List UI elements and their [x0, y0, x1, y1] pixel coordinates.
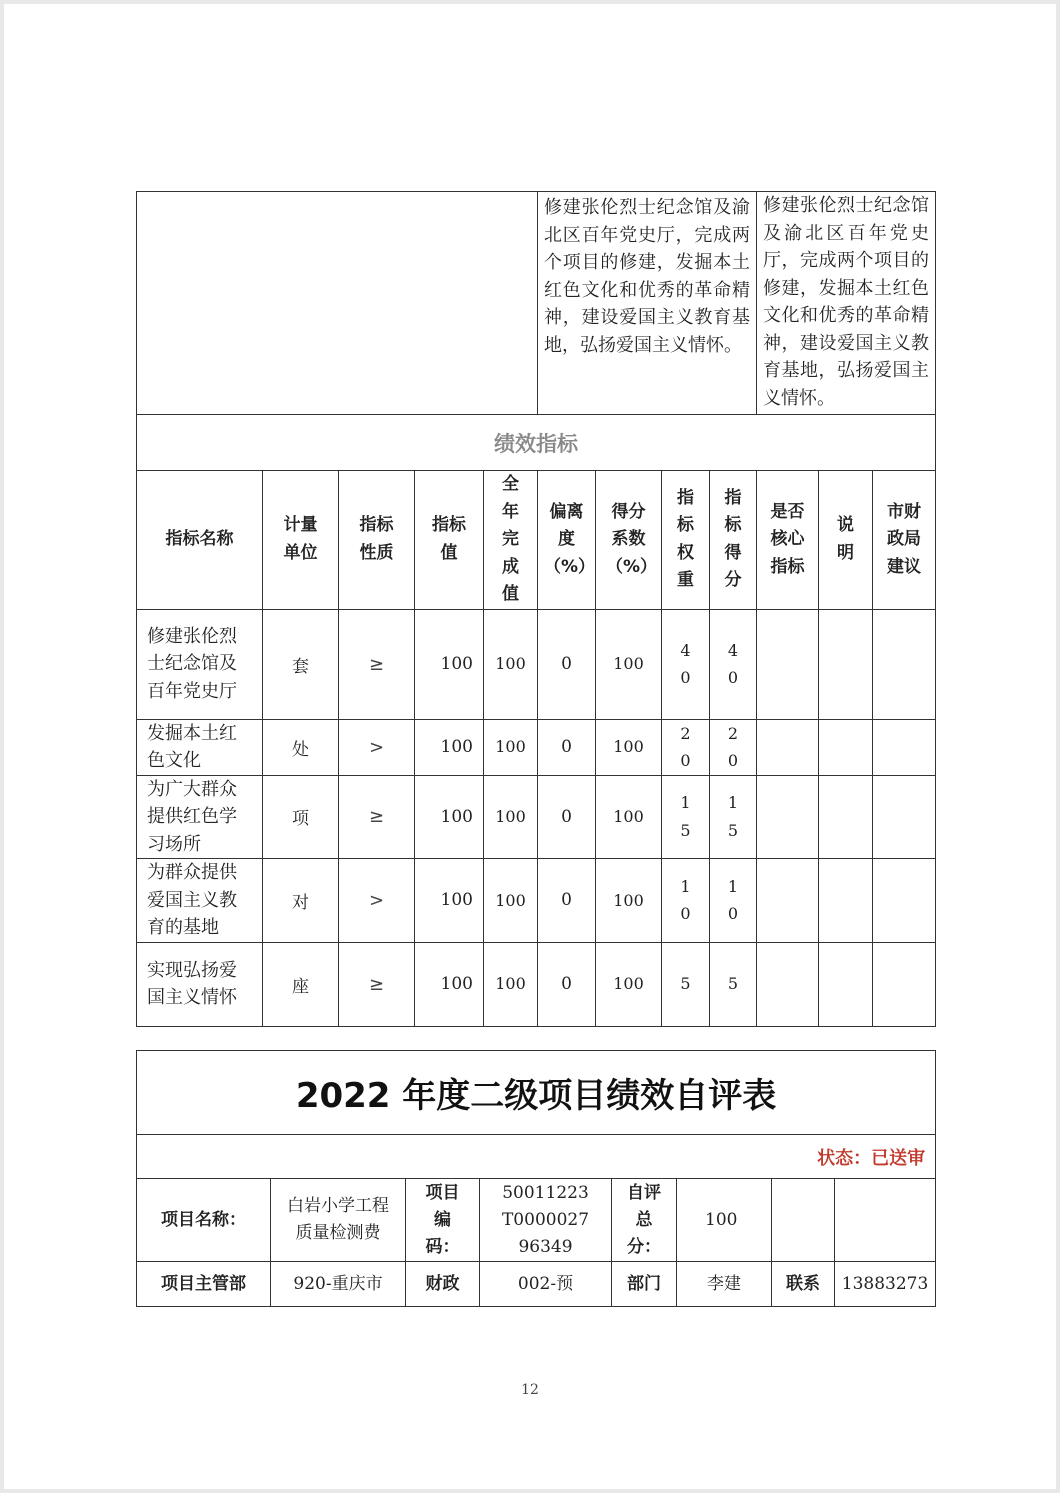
indicator-nature: >: [339, 719, 415, 775]
form-title: 2022 年度二级项目绩效自评表: [137, 1051, 936, 1135]
score-coef: 100: [613, 974, 644, 994]
header-name: 指标名称: [137, 471, 263, 610]
indicator-value: 100: [415, 719, 484, 775]
advice-cell: [873, 775, 936, 859]
indicator-value: 100: [415, 609, 484, 719]
contact-person: 李建: [677, 1262, 772, 1307]
table-row: [137, 719, 936, 775]
header-deviation: 偏离度（%）: [538, 471, 596, 610]
table-row: [137, 775, 936, 859]
indicator-unit: 座: [263, 942, 339, 1026]
completed-value: 100: [495, 737, 526, 757]
self-score: 100: [677, 1179, 772, 1262]
weight-value: 15: [680, 793, 691, 840]
section-label: 部门: [612, 1262, 677, 1307]
header-unit: 计量单位: [263, 471, 339, 610]
weight-value: 40: [680, 640, 691, 687]
header-row: [137, 471, 936, 610]
table-row: [137, 859, 936, 943]
deviation-value: 0: [538, 942, 596, 1026]
blank-cell-2: [835, 1179, 936, 1262]
note-cell: [819, 775, 873, 859]
page-number: 12: [521, 1382, 539, 1398]
indicator-name: 发掘本土红色文化: [137, 719, 263, 775]
indicator-unit: 项: [263, 775, 339, 859]
deviation-value: 0: [538, 719, 596, 775]
score-coef: 100: [613, 807, 644, 826]
header-completed: 全年完成值: [484, 471, 538, 610]
note-cell: [819, 859, 873, 943]
indicator-nature: ≥: [339, 775, 415, 859]
advice-cell: [873, 609, 936, 719]
header-core: 是否核心指标: [757, 471, 819, 610]
core-cell: [757, 775, 819, 859]
core-cell: [757, 859, 819, 943]
document-page: [4, 4, 1056, 1489]
completed-value: 100: [495, 654, 526, 674]
header-value: 指标值: [415, 471, 484, 610]
score-coef: 100: [613, 737, 644, 757]
score-value: 5: [727, 974, 739, 994]
note-cell: [819, 942, 873, 1026]
score-value: 10: [727, 876, 739, 924]
indicator-nature: ≥: [339, 942, 415, 1026]
header-weight: 指标权重: [662, 471, 710, 610]
deviation-value: 0: [538, 775, 596, 859]
indicator-name: 为群众提供爱国主义教育的基地: [137, 859, 263, 943]
note-cell: [819, 719, 873, 775]
completed-value: 100: [495, 807, 526, 826]
indicator-name: 实现弘扬爱国主义情怀: [137, 942, 263, 1026]
goal-row: [137, 192, 936, 415]
note-cell: [819, 609, 873, 719]
table-row: [137, 942, 936, 1026]
completed-value: 100: [495, 974, 526, 994]
indicator-value: 100: [415, 942, 484, 1026]
deviation-value: 0: [538, 609, 596, 719]
indicator-unit: 套: [263, 609, 339, 719]
score-coef: 100: [613, 890, 644, 910]
advice-cell: [873, 719, 936, 775]
project-name-label: 项目名称：: [137, 1179, 271, 1262]
weight-value: 5: [680, 974, 691, 994]
finance-value: 002-预: [480, 1262, 612, 1307]
deviation-value: 0: [538, 859, 596, 943]
header-advice: 市财政局建议: [873, 471, 936, 610]
weight-value: 10: [680, 876, 691, 924]
indicator-nature: ≥: [339, 609, 415, 719]
header-nature: 指标性质: [339, 471, 415, 610]
contact-label: 联系: [772, 1262, 835, 1307]
blank-cell-1: [772, 1179, 835, 1262]
advice-cell: [873, 859, 936, 943]
core-cell: [757, 609, 819, 719]
project-name: 白岩小学工程质量检测费: [271, 1179, 406, 1262]
completed-value: 100: [495, 890, 526, 910]
score-value: 20: [727, 723, 739, 770]
header-note: 说明: [819, 471, 873, 610]
indicator-name: 为广大群众提供红色学习场所: [137, 775, 263, 859]
project-code: 50011223T000002796349: [480, 1179, 612, 1262]
indicator-nature: >: [339, 859, 415, 943]
indicator-value: 100: [415, 859, 484, 943]
finance-label: 财政: [406, 1262, 480, 1307]
project-code-label: 项目编码：: [406, 1179, 480, 1262]
self-score-label: 自评总分：: [612, 1179, 677, 1262]
indicator-unit: 对: [263, 859, 339, 943]
core-cell: [757, 719, 819, 775]
status-text: 状态：已送审: [137, 1135, 936, 1179]
score-value: 15: [727, 793, 739, 840]
actual-text: 修建张伦烈士纪念馆及渝北区百年党史厅，完成两个项目的修建，发掘本土红色文化和优秀的革命精神，建设爱国主义教育基地，弘扬爱国主义情怀。: [757, 192, 936, 415]
performance-indicator-table: [136, 191, 936, 1027]
header-coef: 得分系数（%）: [596, 471, 662, 610]
dept-value: 920-重庆市: [271, 1262, 406, 1307]
dept-label: 项目主管部: [137, 1262, 271, 1307]
target-text: 修建张伦烈士纪念馆及渝北区百年党史厅，完成两个项目的修建，发掘本土红色文化和优秀的革命精神，建设爱国主义教育基地，弘扬爱国主义情怀。: [538, 192, 757, 415]
score-coef: 100: [613, 654, 644, 674]
indicator-unit: 处: [263, 719, 339, 775]
core-cell: [757, 942, 819, 1026]
goal-blank-cell: [137, 192, 538, 415]
section-title: 绩效指标: [137, 415, 936, 471]
table-row: [137, 609, 936, 719]
weight-value: 20: [680, 723, 691, 770]
self-evaluation-form: [136, 1050, 936, 1307]
indicator-name: 修建张伦烈士纪念馆及百年党史厅: [137, 609, 263, 719]
advice-cell: [873, 942, 936, 1026]
score-value: 40: [727, 640, 739, 687]
indicator-value: 100: [415, 775, 484, 859]
header-score: 指标得分: [710, 471, 757, 610]
phone: 13883273: [835, 1262, 936, 1307]
